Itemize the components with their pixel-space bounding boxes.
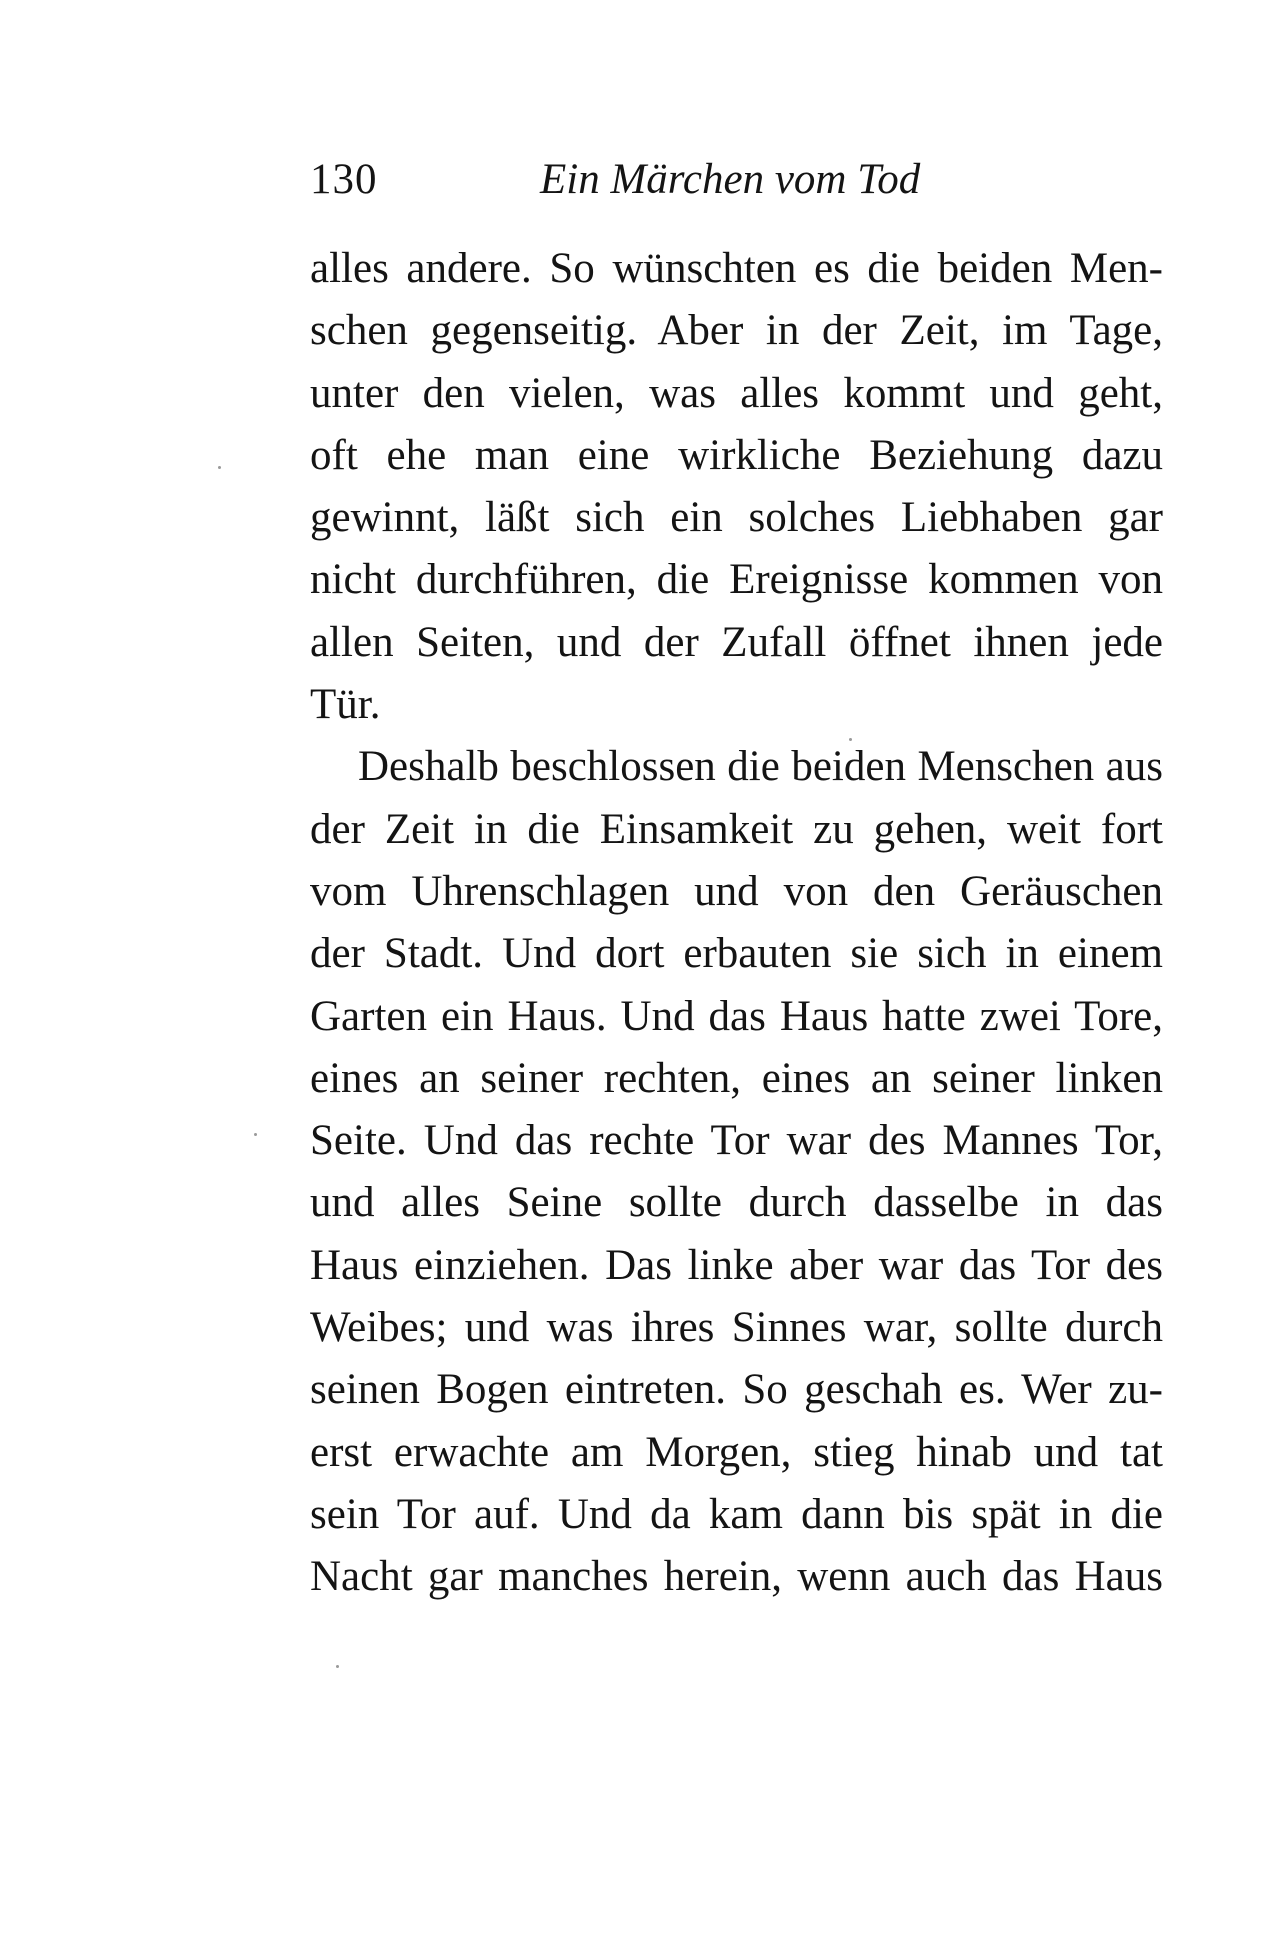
text-line: sein Tor auf. Und da kam dann bis spät in die (310, 1490, 1163, 1538)
scan-speck (254, 1133, 257, 1136)
paragraph-2 (310, 736, 1163, 1608)
text-line: unter den vielen, was alles kommt und geht, (310, 369, 1163, 417)
text-line: der Stadt. Und dort erbauten sie sich in einem (310, 930, 1163, 978)
text-line: alles andere. So wünschten es die beiden Men- (310, 245, 1163, 292)
text-line: Weibes; und was ihres Sinnes war, sollte durch (310, 1304, 1163, 1352)
text-line: Garten ein Haus. Und das Haus hatte zwei Tore, (310, 992, 1163, 1040)
text-line: Seite. Und das rechte Tor war des Mannes Tor, (310, 1117, 1163, 1165)
body-text (310, 238, 1163, 1609)
scan-speck (336, 1665, 339, 1668)
page-number: 130 (310, 156, 378, 203)
text-line: seinen Bogen eintreten. So geschah es. Wer zu- (310, 1366, 1163, 1414)
text-line: vom Uhrenschlagen und von den Geräuschen (310, 867, 1163, 915)
text-line: erst erwachte am Morgen, stieg hinab und tat (310, 1428, 1163, 1476)
text-line: allen Seiten, und der Zufall öffnet ihnen jede (310, 618, 1163, 666)
scan-speck (218, 466, 221, 469)
text-line: schen gegenseitig. Aber in der Zeit, im Tage, (310, 307, 1163, 355)
text-line: Tür. (310, 681, 381, 729)
text-line: nicht durchführen, die Ereignisse kommen von (310, 556, 1163, 604)
running-title: Ein Märchen vom Tod (540, 156, 921, 203)
text-line: oft ehe man eine wirkliche Beziehung dazu (310, 431, 1163, 479)
text-line: Haus einziehen. Das linke aber war das Tor des (310, 1241, 1163, 1289)
scan-speck (849, 738, 852, 741)
text-line: gewinnt, läßt sich ein solches Liebhaben gar (310, 494, 1163, 542)
text-line: Deshalb beschlossen die beiden Menschen aus (358, 743, 1163, 791)
text-line: eines an seiner rechten, eines an seiner linken (310, 1054, 1163, 1102)
text-line: Nacht gar manches herein, wenn auch das Haus (310, 1553, 1163, 1601)
text-line: und alles Seine sollte durch dasselbe in das (310, 1179, 1163, 1227)
text-line: der Zeit in die Einsamkeit zu gehen, weit fort (310, 805, 1163, 853)
page-header (310, 150, 1172, 210)
paragraph-1 (310, 238, 1163, 736)
